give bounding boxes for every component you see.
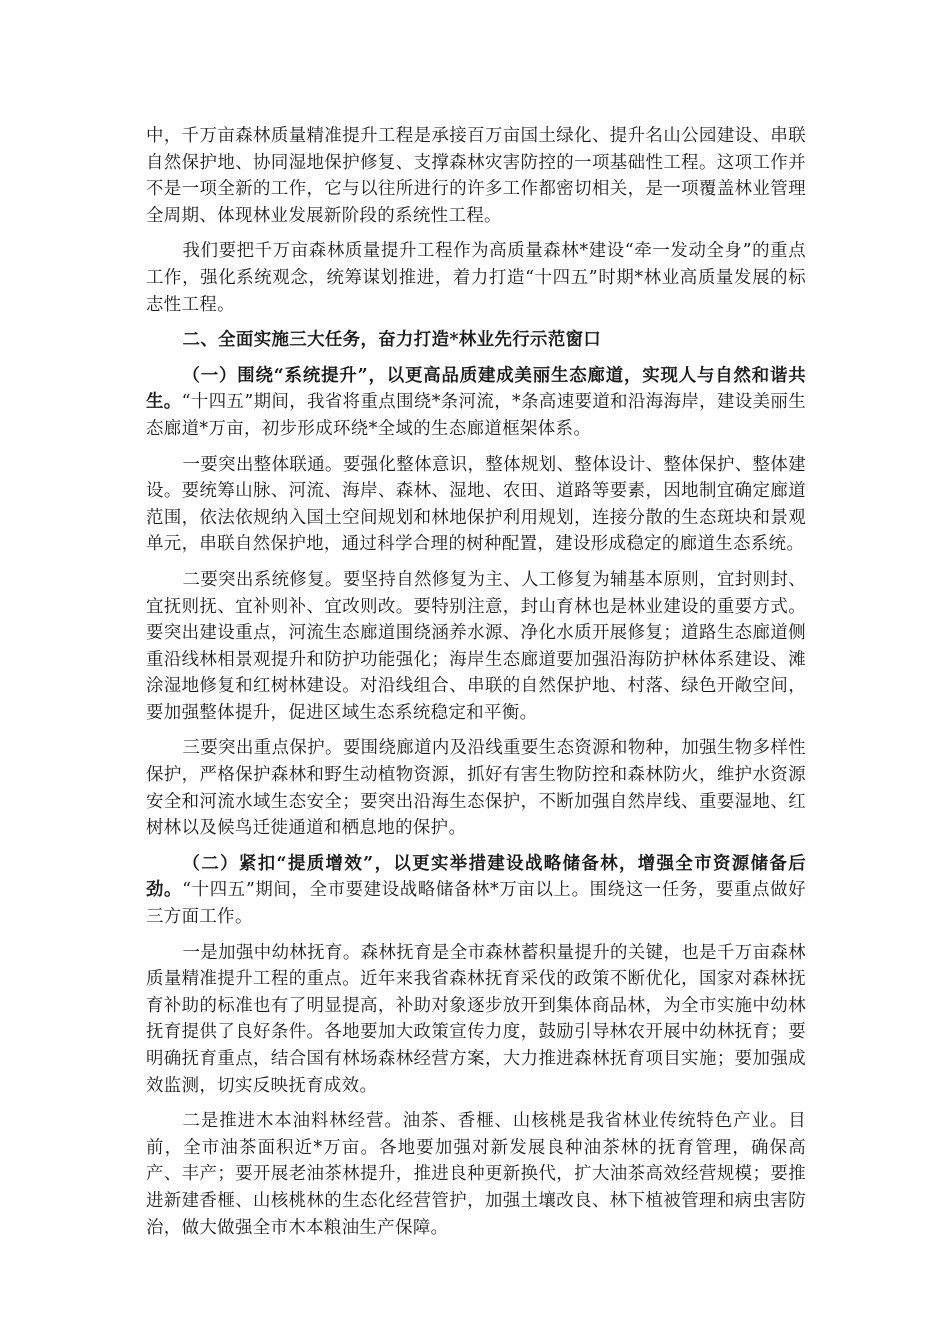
paragraph-strategic-reserve-body: “十四五”期间，全市要建设战略储备林*万亩以上。围绕这一任务，要重点做好三方面工作。	[146, 880, 806, 928]
paragraph-key-protection: 三要突出重点保护。要围绕廊道内及沿线重要生态资源和物种，加强生物多样性保护，严格保护森林和野生动植物资源，抓好有害生物防控和森林防火，维护水资源安全和河流水域生态安全；要突出沿海生态保护，不断加强自然岸线、重要湿地、红树林以及候鸟迁徙通道和栖息地的保护。	[146, 738, 806, 839]
paragraph-focus-quality-project: 我们要把千万亩森林质量提升工程作为高质量森林*建设“牵一发动全身”的重点工作，强化系统观念，统筹谋划推进，着力打造“十四五”时期*林业高质量发展的标志性工程。	[146, 241, 806, 315]
paragraph-strategic-reserve	[146, 851, 806, 931]
paragraph-oil-forest-management: 二是推进木本油料林经营。油茶、香榧、山核桃是我省林业传统特色产业。目前，全市油茶面积近*万亩。各地要加强对新发展良种油茶林的抚育管理，确保高产、丰产；要开展老油茶林提升，推进良种更新换代，扩大油茶高效经营规模；要推进新建香榧、山核桃林的生态化经营管护，加强土壤改良、林下植被管理和病虫害防治，做大做强全市木本粮油生产保障。	[146, 1111, 806, 1238]
paragraph-young-forest-tending: 一是加强中幼林抚育。森林抚育是全市森林蓄积量提升的关键，也是千万亩森林质量精准提升工程的重点。近年来我省森林抚育采伐的政策不断优化，国家对森林抚育补助的标准也有了明显提高，补助对象逐步放开到集体商品林，为全市实施中幼林抚育提供了良好条件。各地要加大政策宣传力度，鼓励引导林农开展中幼林抚育；要明确抚育重点，结合国有林场森林经营方案，大力推进森林抚育项目实施；要加强成效监测，切实反映抚育成效。	[146, 942, 806, 1096]
paragraph-ecological-corridor	[146, 363, 806, 443]
section-heading-two: 二、全面实施三大任务，奋力打造*林业先行示范窗口	[182, 330, 602, 351]
paragraph-overall-connectivity: 一要突出整体联通。要强化整体意识，整体规划、整体设计、整体保护、整体建设。要统筹山脉、河流、海岸、森林、湿地、农田、道路等要素，因地制宜确定廊道范围，依法依规纳入国土空间规划和林地保护利用规划，连接分散的生态斑块和景观单元，串联自然保护地，通过科学合理的树种配置，建设形成稳定的廊道生态系统。	[146, 454, 806, 555]
paragraph-ecological-corridor-body: “十四五”期间，我省将重点围绕*条河流，*条高速要道和沿海海岸，建设美丽生态廊道*万亩，初步形成环绕*全域的生态廊道框架体系。	[146, 392, 806, 439]
subheading-one: （一）围绕“系统提升”，以更高品质建成美丽生态廊道，实现人与自然和谐共生。	[146, 365, 806, 413]
paragraph-continuation: 中，千万亩森林质量精准提升工程是承接百万亩国土绿化、提升名山公园建设、串联自然保护地、协同湿地保护修复、支撑森林灾害防控的一项基础性工程。这项工作并不是一项全新的工作，它与以往所进行的许多工作都密切相关，是一项覆盖林业管理全周期、体现林业发展新阶段的系统性工程。	[146, 126, 806, 226]
subheading-two: （二）紧扣“提质增效”，以更实举措建设战略储备林，增强全市资源储备后劲。	[146, 853, 806, 901]
document-body	[146, 123, 806, 1241]
paragraph-system-restoration: 二要突出系统修复。要坚持自然修复为主、人工修复为辅基本原则，宜封则封、宜抚则抚、宜补则补、宜改则改。要特别注意，封山育林也是林业建设的重要方式。要突出建设重点，河流生态廊道围绕涵养水源、净化水质开展修复；道路生态廊道侧重沿线林相景观提升和防护功能强化；海岸生态廊道要加强沿海防护林体系建设、滩涂湿地修复和红树林建设。对沿线组合、串联的自然保护地、村落、绿色开敞空间，要加强整体提升，促进区域生态系统稳定和平衡。	[146, 569, 806, 723]
